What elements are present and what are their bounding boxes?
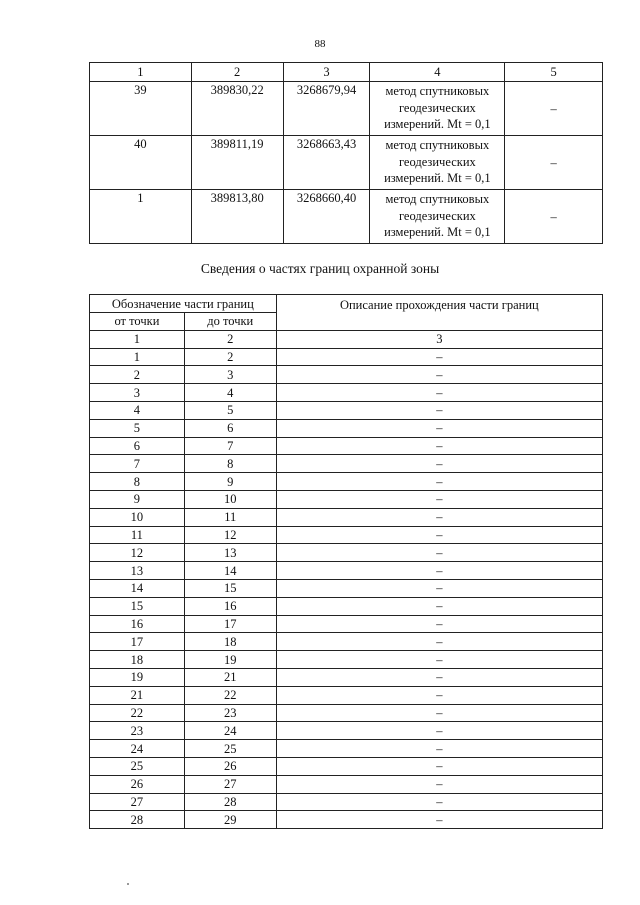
method-line: метод спутниковых	[385, 192, 490, 206]
to-point-cell: 18	[184, 633, 276, 651]
description-cell: –	[276, 668, 602, 686]
margin-mark	[127, 883, 129, 885]
from-point-cell: 7	[90, 455, 185, 473]
y-coordinate-cell: 3268660,40	[283, 190, 370, 244]
from-point-cell: 25	[90, 757, 185, 775]
description-cell: –	[276, 366, 602, 384]
description-cell: –	[276, 490, 602, 508]
description-cell: –	[276, 348, 602, 366]
table-row	[90, 775, 603, 793]
column-number: 3	[283, 63, 370, 82]
from-point-cell: 22	[90, 704, 185, 722]
method-line: измерений. Mt = 0,1	[384, 225, 491, 239]
method-line: метод спутниковых	[385, 138, 490, 152]
table-row	[90, 419, 603, 437]
to-point-cell: 26	[184, 757, 276, 775]
to-point-cell: 29	[184, 811, 276, 829]
to-point-cell: 5	[184, 401, 276, 419]
description-cell: –	[276, 384, 602, 402]
table-row	[90, 473, 603, 491]
from-point-cell: 28	[90, 811, 185, 829]
table-row	[90, 757, 603, 775]
parts-numbering-row	[90, 330, 603, 348]
table-row	[90, 437, 603, 455]
method-line: измерений. Mt = 0,1	[384, 171, 491, 185]
from-point-header: от точки	[90, 313, 185, 331]
method-line: геодезических	[398, 154, 476, 169]
description-cell: –	[276, 579, 602, 597]
description-cell: –	[276, 775, 602, 793]
to-point-cell: 10	[184, 490, 276, 508]
method-cell	[370, 82, 505, 136]
y-coordinate-cell: 3268679,94	[283, 82, 370, 136]
description-cell: –	[276, 419, 602, 437]
from-point-cell: 4	[90, 401, 185, 419]
boundary-parts-table	[89, 294, 603, 829]
to-point-cell: 25	[184, 740, 276, 758]
from-point-cell: 15	[90, 597, 185, 615]
y-coordinate-cell: 3268663,43	[283, 136, 370, 190]
to-point-cell: 6	[184, 419, 276, 437]
description-cell: –	[276, 793, 602, 811]
table-row	[90, 82, 603, 136]
table-row	[90, 651, 603, 669]
description-cell: –	[276, 526, 602, 544]
x-coordinate-cell: 389830,22	[191, 82, 283, 136]
description-cell: –	[276, 651, 602, 669]
method-line: геодезических	[398, 208, 476, 223]
note-cell: –	[505, 82, 603, 136]
to-point-cell: 21	[184, 668, 276, 686]
table-row	[90, 615, 603, 633]
from-point-cell: 18	[90, 651, 185, 669]
to-point-cell: 12	[184, 526, 276, 544]
from-point-cell: 14	[90, 579, 185, 597]
table-row	[90, 633, 603, 651]
from-point-cell: 16	[90, 615, 185, 633]
table-row	[90, 704, 603, 722]
description-cell: –	[276, 811, 602, 829]
to-point-cell: 14	[184, 562, 276, 580]
designation-header: Обозначение части границ	[90, 295, 277, 313]
column-number: 5	[505, 63, 603, 82]
table-row	[90, 508, 603, 526]
column-number: 4	[370, 63, 505, 82]
table-row	[90, 562, 603, 580]
x-coordinate-cell: 389811,19	[191, 136, 283, 190]
from-point-cell: 24	[90, 740, 185, 758]
from-point-cell: 13	[90, 562, 185, 580]
table-row	[90, 366, 603, 384]
table-row	[90, 136, 603, 190]
table-row	[90, 348, 603, 366]
to-point-cell: 17	[184, 615, 276, 633]
coordinates-table	[89, 62, 603, 244]
to-point-cell: 22	[184, 686, 276, 704]
description-cell: –	[276, 740, 602, 758]
description-cell: –	[276, 722, 602, 740]
from-point-cell: 9	[90, 490, 185, 508]
table-row	[90, 455, 603, 473]
from-point-cell: 21	[90, 686, 185, 704]
parts-header-row	[90, 295, 603, 313]
method-line: измерений. Mt = 0,1	[384, 117, 491, 131]
column-number: 1	[90, 63, 192, 82]
table-row	[90, 490, 603, 508]
page-number: 88	[314, 38, 326, 50]
to-point-cell: 19	[184, 651, 276, 669]
to-point-cell: 24	[184, 722, 276, 740]
description-header: Описание прохождения части границ	[276, 295, 602, 331]
from-point-cell: 1	[90, 348, 185, 366]
to-point-cell: 23	[184, 704, 276, 722]
section-title: Сведения о частях границ охранной зоны	[200, 261, 440, 276]
description-cell: –	[276, 704, 602, 722]
column-number: 1	[90, 330, 185, 348]
from-point-cell: 8	[90, 473, 185, 491]
to-point-cell: 3	[184, 366, 276, 384]
description-cell: –	[276, 597, 602, 615]
description-cell: –	[276, 544, 602, 562]
description-cell: –	[276, 508, 602, 526]
method-line: геодезических	[398, 100, 476, 115]
from-point-cell: 2	[90, 366, 185, 384]
point-cell: 1	[90, 190, 192, 244]
from-point-cell: 5	[90, 419, 185, 437]
to-point-cell: 4	[184, 384, 276, 402]
note-cell: –	[505, 190, 603, 244]
from-point-cell: 10	[90, 508, 185, 526]
from-point-cell: 26	[90, 775, 185, 793]
table-row	[90, 811, 603, 829]
to-point-cell: 9	[184, 473, 276, 491]
to-point-cell: 28	[184, 793, 276, 811]
from-point-cell: 12	[90, 544, 185, 562]
method-cell	[370, 136, 505, 190]
to-point-header: до точки	[184, 313, 276, 331]
from-point-cell: 19	[90, 668, 185, 686]
from-point-cell: 3	[90, 384, 185, 402]
column-number: 2	[184, 330, 276, 348]
x-coordinate-cell: 389813,80	[191, 190, 283, 244]
from-point-cell: 17	[90, 633, 185, 651]
table-row	[90, 544, 603, 562]
table-row	[90, 597, 603, 615]
description-cell: –	[276, 686, 602, 704]
to-point-cell: 27	[184, 775, 276, 793]
table-row	[90, 686, 603, 704]
description-cell: –	[276, 437, 602, 455]
table-row	[90, 190, 603, 244]
table-row	[90, 740, 603, 758]
to-point-cell: 15	[184, 579, 276, 597]
description-cell: –	[276, 615, 602, 633]
table-row	[90, 526, 603, 544]
description-cell: –	[276, 633, 602, 651]
column-number: 2	[191, 63, 283, 82]
to-point-cell: 16	[184, 597, 276, 615]
method-cell	[370, 190, 505, 244]
description-cell: –	[276, 562, 602, 580]
table-row	[90, 722, 603, 740]
method-line: метод спутниковых	[385, 84, 490, 98]
description-cell: –	[276, 401, 602, 419]
description-cell: –	[276, 757, 602, 775]
coordinates-header-row	[90, 63, 603, 82]
table-row	[90, 401, 603, 419]
column-number: 3	[276, 330, 602, 348]
to-point-cell: 11	[184, 508, 276, 526]
description-cell: –	[276, 473, 602, 491]
description-cell: –	[276, 455, 602, 473]
point-cell: 40	[90, 136, 192, 190]
point-cell: 39	[90, 82, 192, 136]
from-point-cell: 6	[90, 437, 185, 455]
table-row	[90, 793, 603, 811]
to-point-cell: 8	[184, 455, 276, 473]
from-point-cell: 11	[90, 526, 185, 544]
table-row	[90, 579, 603, 597]
table-row	[90, 668, 603, 686]
note-cell: –	[505, 136, 603, 190]
from-point-cell: 23	[90, 722, 185, 740]
to-point-cell: 2	[184, 348, 276, 366]
from-point-cell: 27	[90, 793, 185, 811]
to-point-cell: 13	[184, 544, 276, 562]
to-point-cell: 7	[184, 437, 276, 455]
table-row	[90, 384, 603, 402]
